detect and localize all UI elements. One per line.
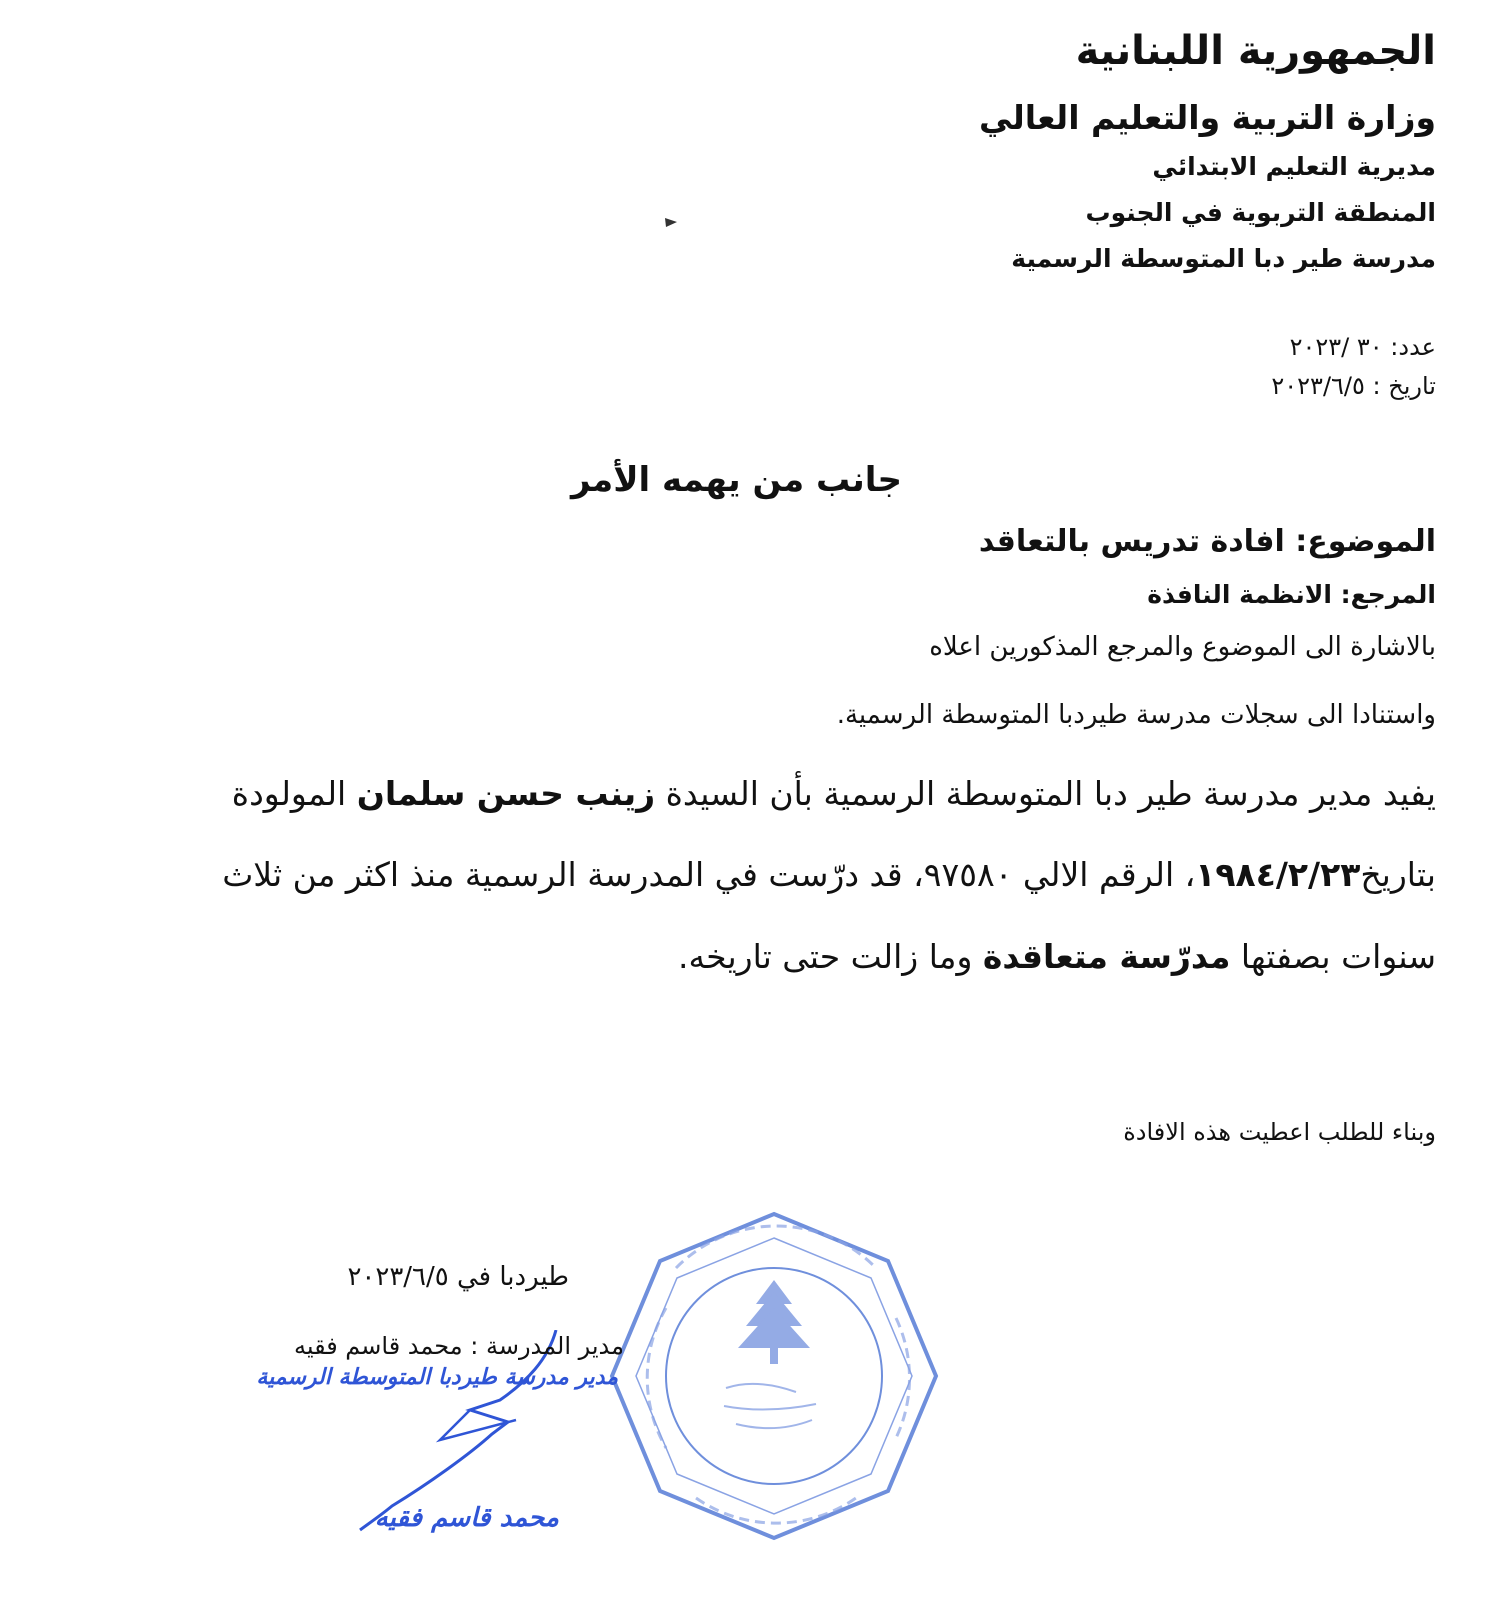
body-line-1 xyxy=(232,774,1436,813)
directorate-title: مديرية التعليم الابتدائي xyxy=(1152,152,1436,181)
body-text: يفيد مدير مدرسة طير دبا المتوسطة الرسمية بأن السيدة xyxy=(655,774,1436,813)
director-stamp-title: مدير مدرسة طيردبا المتوسطة الرسمية xyxy=(256,1365,618,1390)
ministry-title: وزارة التربية والتعليم العالي xyxy=(979,98,1436,137)
body-line-2 xyxy=(222,855,1436,894)
closing-line: وبناء للطلب اعطيت هذه الافادة xyxy=(1123,1118,1436,1146)
records-paragraph: واستنادا الى سجلات مدرسة طيردبا المتوسطة الرسمية. xyxy=(836,700,1436,730)
body-text: المولودة xyxy=(231,774,357,813)
school-director: مدير المدرسة : محمد قاسم فقيه xyxy=(293,1332,624,1360)
republic-title: الجمهورية اللبنانية xyxy=(1075,28,1436,74)
employee-name: زينب حسن سلمان xyxy=(356,774,656,813)
body-line-3 xyxy=(678,937,1436,976)
school-title: مدرسة طير دبا المتوسطة الرسمية xyxy=(1011,244,1436,273)
body-text: سنوات بصفتها xyxy=(1230,937,1436,976)
body-text: ، الرقم الالي ٩٧٥٨٠، قد درّست في المدرسة الرسمية منذ اكثر من ثلاث xyxy=(222,855,1196,894)
reference-number: عدد: ٣٠ /٢٠٢٣ xyxy=(1289,333,1436,361)
employment-role: مدرّسة متعاقدة xyxy=(982,937,1231,976)
recipient-heading: جانب من يهمه الأمر xyxy=(571,460,902,500)
reference-line: المرجع: الانظمة النافذة xyxy=(1147,580,1436,609)
director-stamp-name: محمد قاسم فقيه xyxy=(374,1503,559,1533)
birth-date: ١٩٨٤/٢/٢٣ xyxy=(1195,855,1361,894)
body-text: وما زالت حتى تاريخه. xyxy=(677,937,983,976)
official-seal-icon xyxy=(606,1208,942,1544)
reference-date: تاريخ : ٢٠٢٣/٦/٥ xyxy=(1271,372,1436,400)
ink-mark xyxy=(664,216,678,228)
region-title: المنطقة التربوية في الجنوب xyxy=(1085,198,1436,227)
place-and-date: طيردبا في ٢٠٢٣/٦/٥ xyxy=(347,1262,569,1292)
subject-line: الموضوع: افادة تدريس بالتعاقد xyxy=(978,524,1436,559)
body-text: بتاريخ xyxy=(1360,855,1436,894)
intro-paragraph: بالاشارة الى الموضوع والمرجع المذكورين اعلاه xyxy=(929,632,1436,662)
